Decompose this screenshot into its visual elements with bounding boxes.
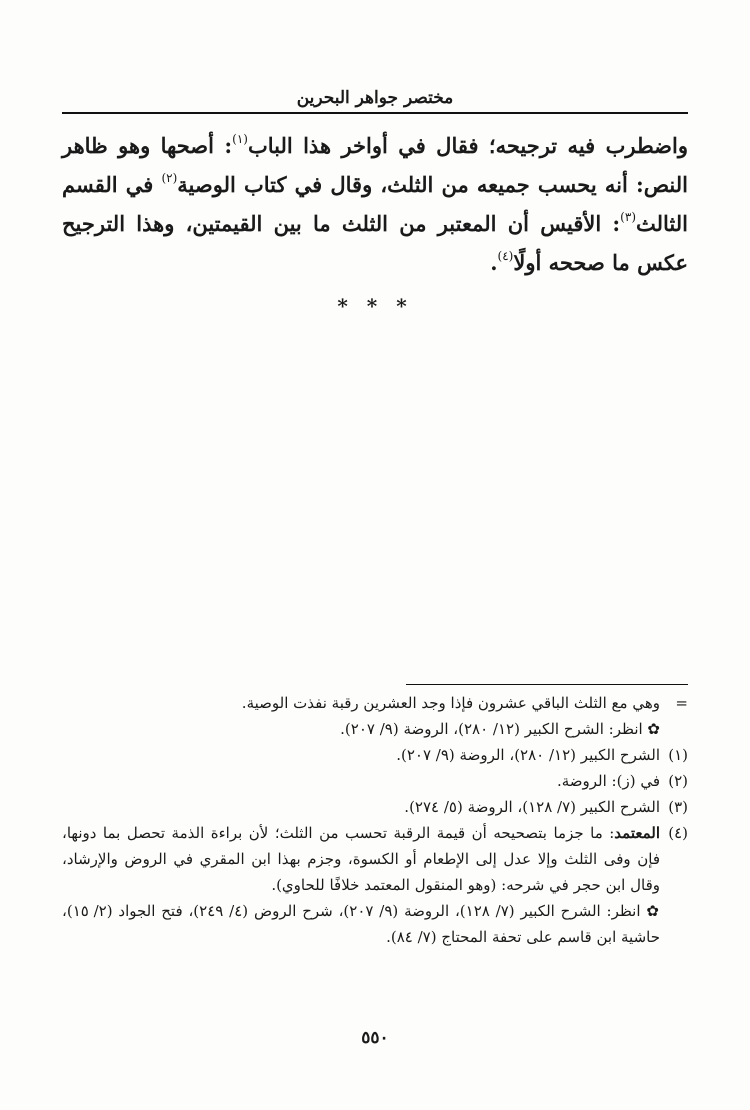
footnote-4-body: : ما جزما بتصحيحه أن قيمة الرقبة تحسب من الثلث؛ لأن براءة الذمة تحصل بما دونها، فإن وفى الثلث وإلا عدل إلى الإطعام أو الكسوة، وجزم بهذا ابن المقري في الروض والإرشاد، وقال ابن حجر في شرحه: (وهو المنقول المعتمد خلافًا للحاوي). (62, 824, 660, 894)
main-text-part-4: : الأقيس أن المعتبر من الثلث ما بين القيمتين، وهذا الترجيح عكس ما صححه أولًا (62, 211, 688, 275)
footnote-see-also (62, 716, 688, 742)
section-ornament: * * * (337, 294, 413, 318)
main-paragraph (62, 126, 688, 282)
footnote-3-marker: (٣) (668, 798, 688, 816)
footnote-2-marker: (٢) (668, 772, 688, 790)
footnote-ref-1[interactable]: (١) (232, 132, 248, 146)
footnote-2 (62, 768, 688, 794)
main-text (62, 126, 688, 282)
main-text-part-1: واضطرب فيه ترجيحه؛ فقال في أواخر هذا الباب (247, 133, 688, 158)
footnote-ref-2[interactable]: (٢) (161, 171, 178, 185)
footnote-ref-3[interactable]: (٣) (620, 210, 636, 224)
footnote-1-text: الشرح الكبير (١٢/ ٢٨٠)، الروضة (٩/ ٢٠٧). (396, 746, 660, 764)
footnote-1 (62, 742, 688, 768)
footnote-1-marker: (١) (668, 746, 688, 764)
footnote-continuation (62, 690, 688, 716)
header-rule (62, 112, 688, 114)
running-title: مختصر جواهر البحرين (296, 88, 454, 108)
continuation-text: وهي مع الثلث الباقي عشرون فإذا وجد العشرين رقبة نفذت الوصية. (241, 694, 660, 712)
footnote-4-see-also (62, 898, 688, 950)
footnote-3 (62, 794, 688, 820)
continuation-marker: = (675, 694, 688, 712)
footnote-4-label: المعتمد (614, 824, 660, 842)
footnote-ref-4[interactable]: (٤) (497, 249, 514, 263)
main-text-part-5: . (490, 250, 498, 275)
footnote-2-text: في (ز): الروضة. (556, 772, 660, 790)
footnote-rule (406, 684, 688, 685)
page-number: ٥٥٠ (361, 1028, 389, 1048)
footnote-4-marker: (٤) (668, 824, 688, 842)
footnotes (62, 690, 688, 950)
main-text-part-2: : أصحها وهو ظاهر النص: أنه يحسب جميعه من الثلث، وقال في كتاب الوصية (62, 133, 689, 197)
footnote-4-text (62, 820, 660, 898)
footnote-4 (62, 820, 688, 898)
see-also-text: ✿ انظر: الشرح الكبير (١٢/ ٢٨٠)، الروضة (٩/ ٢٠٧). (340, 720, 660, 738)
footnote-3-text: الشرح الكبير (٧/ ١٢٨)، الروضة (٥/ ٢٧٤). (404, 798, 660, 816)
main-text-part-3: في القسم الثالث (62, 172, 688, 236)
footnote-4-see-text: ✿ انظر: الشرح الكبير (٧/ ١٢٨)، الروضة (٩/ ٢٠٧)، شرح الروض (٤/ ٢٤٩)، فتح الجواد (٢/ ١٥)، حاشية ابن قاسم على تحفة المحتاج (٧/ ٨٤). (62, 902, 660, 946)
